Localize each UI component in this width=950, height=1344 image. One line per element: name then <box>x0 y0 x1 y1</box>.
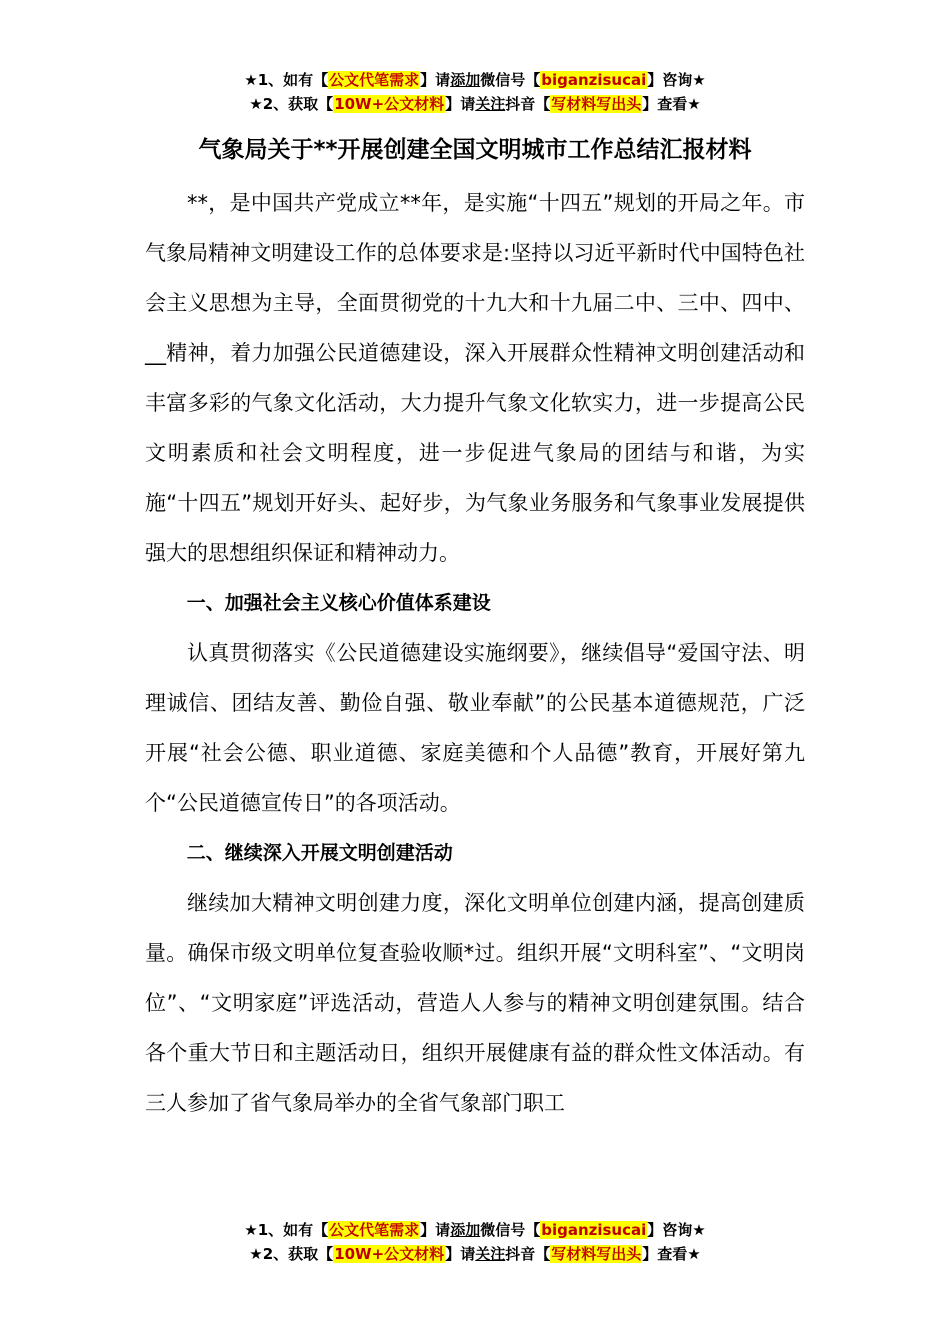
intro-paragraph: **，是中国共产党成立**年，是实施“十四五”规划的开局之年。市气象局精神文明建设工作的总体要求是:坚持以习近平新时代中国特色社会主义思想为主导，全面贯彻党的十九大和十九届二中、三中、四中、__精神，着力加强公民道德建设，深入开展群众性精神文明创建活动和丰富多彩的气象文化活动，大力提升气象文化软实力，进一步提高公民文明素质和社会文明程度，进一步促进气象局的团结与和谐，为实施“十四五”规划开好头、起好步，为气象业务服务和气象事业发展提供强大的思想组织保证和精神动力。 <box>145 191 805 565</box>
highlight-wechat-id: biganzisucai <box>541 1221 647 1239</box>
banner-line-1 <box>0 68 950 92</box>
underlined-word: 添加 <box>450 1221 481 1239</box>
highlight-materials: 10W+公文材料 <box>334 95 445 113</box>
banner-text: ★1、如有【 <box>244 71 329 89</box>
banner-text: 】查看★ <box>642 95 701 113</box>
section-2-paragraph: 继续加大精神文明创建力度，深化文明单位创建内涵，提高创建质量。确保市级文明单位复查验收顺*过。组织开展“文明科室”、“文明岗位”、“文明家庭”评选活动，营造人人参与的精神文明创建氛围。结合各个重大节日和主题活动日，组织开展健康有益的群众性文体活动。有三人参加了省气象局举办的全省气象部门职工 <box>145 891 805 1115</box>
highlight-douyin-account: 写材料写出头 <box>551 1245 642 1263</box>
banner-text: 】请 <box>445 1245 476 1263</box>
section-1-heading: 一、加强社会主义核心价值体系建设 <box>186 592 491 614</box>
banner-text: 微信号【 <box>480 1221 541 1239</box>
document-body <box>145 178 805 1128</box>
banner-text: 】请 <box>420 71 451 89</box>
banner-text: 】请 <box>445 95 476 113</box>
header-banner <box>0 68 950 116</box>
banner-text: 抖音【 <box>505 95 551 113</box>
banner-text: ★2、获取【 <box>249 1245 334 1263</box>
underlined-word: 添加 <box>450 71 481 89</box>
banner-text: ★2、获取【 <box>249 95 334 113</box>
banner-text: 】咨询★ <box>647 71 706 89</box>
banner-line-2 <box>0 1242 950 1266</box>
banner-line-1 <box>0 1218 950 1242</box>
banner-text: 微信号【 <box>480 71 541 89</box>
banner-text: 抖音【 <box>505 1245 551 1263</box>
underlined-word: 关注 <box>475 95 506 113</box>
banner-line-2 <box>0 92 950 116</box>
highlight-materials: 10W+公文材料 <box>334 1245 445 1263</box>
highlight-douyin-account: 写材料写出头 <box>551 95 642 113</box>
banner-text: 】咨询★ <box>647 1221 706 1239</box>
banner-text: 】查看★ <box>642 1245 701 1263</box>
banner-text: 】请 <box>420 1221 451 1239</box>
highlight-wechat-id: biganzisucai <box>541 71 647 89</box>
section-2-heading: 二、继续深入开展文明创建活动 <box>186 842 453 864</box>
footer-banner <box>0 1218 950 1266</box>
section-1-paragraph: 认真贯彻落实《公民道德建设实施纲要》，继续倡导“爱国守法、明理诚信、团结友善、勤俭自强、敬业奉献”的公民基本道德规范，广泛开展“社会公德、职业道德、家庭美德和个人品德”教育，开展好第九个“公民道德宣传日”的各项活动。 <box>145 641 805 815</box>
document-title: 气象局关于**开展创建全国文明城市工作总结汇报材料 <box>198 137 752 163</box>
highlight-service: 公文代笔需求 <box>329 71 420 89</box>
highlight-service: 公文代笔需求 <box>329 1221 420 1239</box>
underlined-word: 关注 <box>475 1245 506 1263</box>
banner-text: ★1、如有【 <box>244 1221 329 1239</box>
